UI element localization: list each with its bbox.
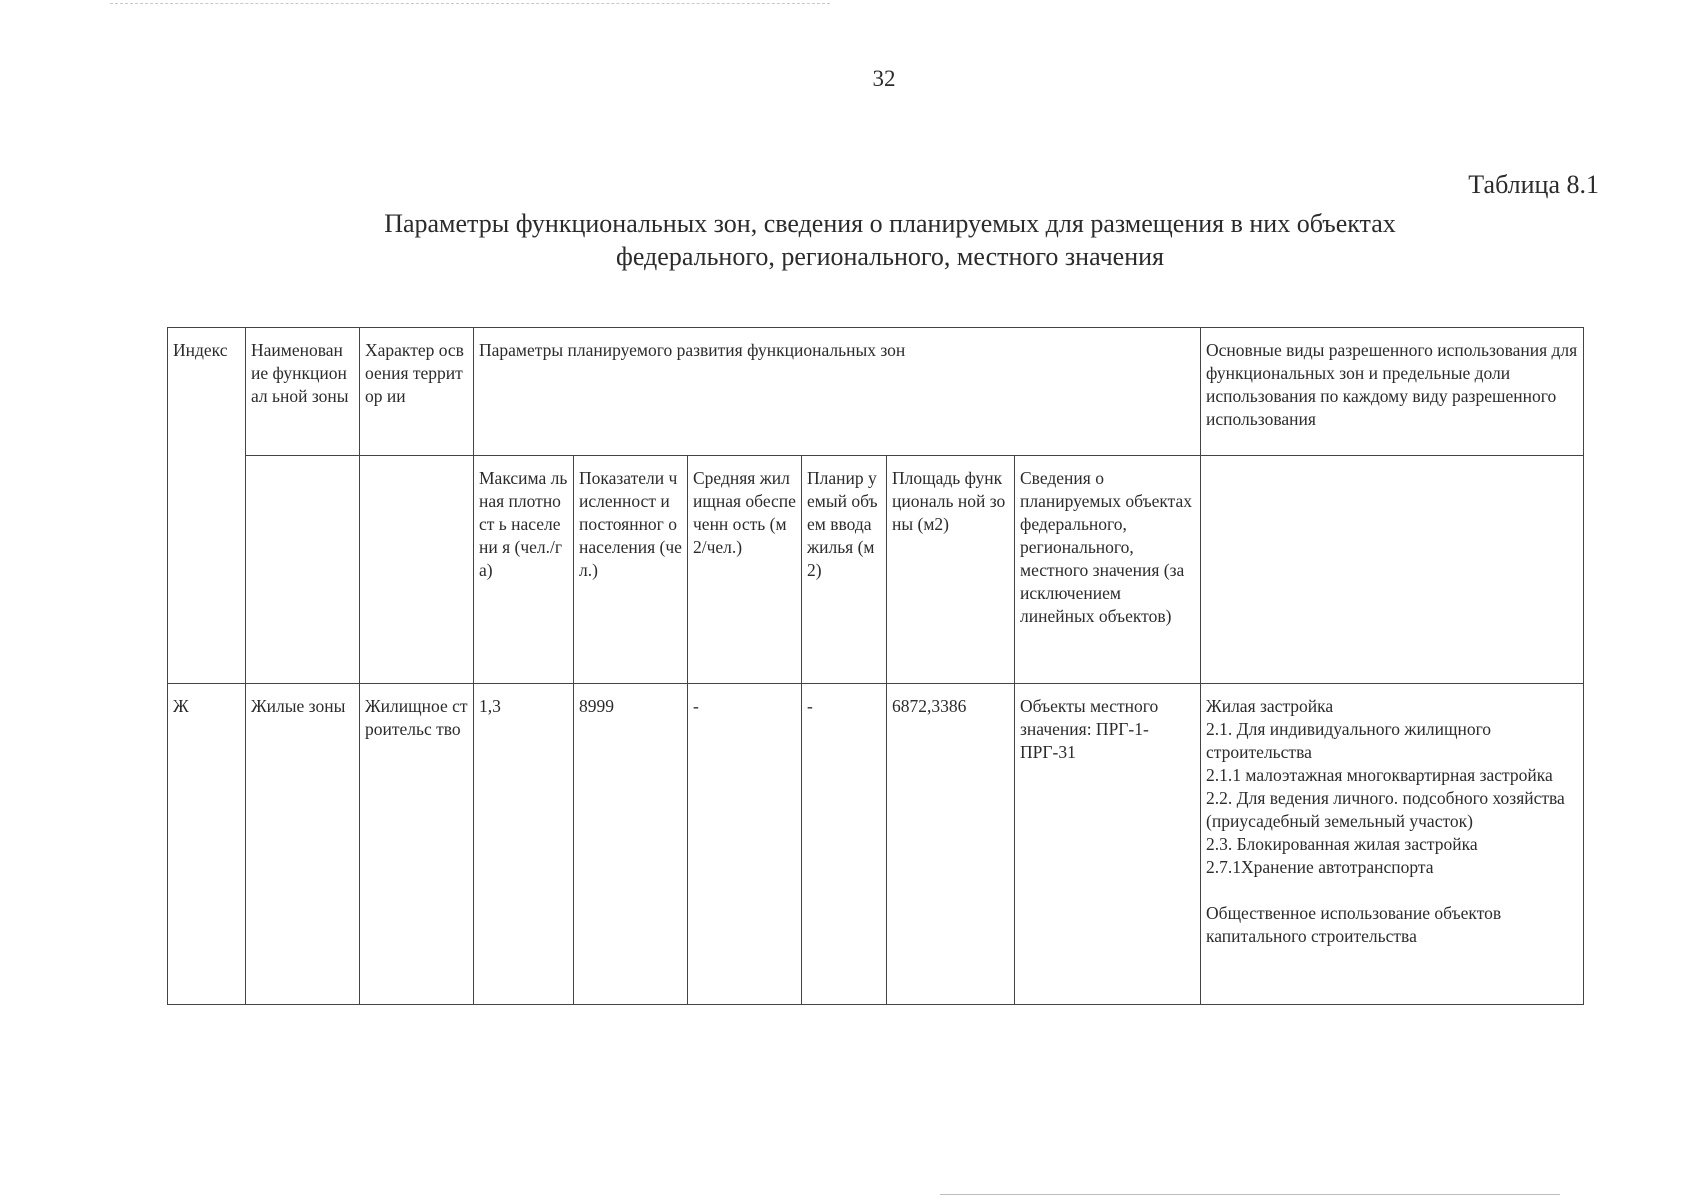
use-item: 2.7.1Хранение автотранспорта <box>1206 857 1434 877</box>
table-row <box>168 684 1584 1005</box>
header-development-type: Характер освоения территор ии <box>360 328 474 456</box>
header-row-2 <box>168 456 1584 684</box>
use-item: 2.2. Для ведения личного. подсобного хозяйства (приусадебный земельный участок) <box>1206 788 1565 831</box>
document-title <box>290 207 1490 273</box>
header-housing-provision: Средняя жилищная обеспеченн ость (м2/чел.) <box>688 456 802 684</box>
use-item: 2.3. Блокированная жилая застройка <box>1206 834 1478 854</box>
header-max-density: Максима льная плотност ь населени я (чел./га) <box>474 456 574 684</box>
scan-artifact-bottom <box>940 1194 1560 1195</box>
header-planned-objects: Сведения о планируемых объектах федерального, регионального, местного значения (за исключением линейных объектов) <box>1015 456 1201 684</box>
header-params-group: Параметры планируемого развития функциональных зон <box>474 328 1201 456</box>
header-empty-cell <box>360 456 474 684</box>
row-zone-area: 6872,3386 <box>887 684 1015 1005</box>
row-planned-objects: Объекты местного значения: ПРГ-1-ПРГ-31 <box>1015 684 1201 1005</box>
page-number: 32 <box>872 66 896 91</box>
header-index: Индекс <box>168 328 246 684</box>
use-item: 2.1. Для индивидуального жилищного строительства <box>1206 719 1492 762</box>
header-row-1 <box>168 328 1584 456</box>
scan-artifact-top <box>110 3 830 4</box>
header-zone-area: Площадь функциональ ной зоны (м2) <box>887 456 1015 684</box>
row-development-type: Жилищное строительс тво <box>360 684 474 1005</box>
row-permitted-uses <box>1201 684 1584 1005</box>
use-item: 2.1.1 малоэтажная многоквартирная застройка <box>1206 765 1553 785</box>
header-empty-cell <box>1201 456 1584 684</box>
title-line-2: федерального, регионального, местного значения <box>616 242 1164 271</box>
use-item: Жилая застройка <box>1206 696 1334 716</box>
use-item: Общественное использование объектов капитального строительства <box>1206 903 1502 946</box>
row-index: Ж <box>168 684 246 1005</box>
row-max-density: 1,3 <box>474 684 574 1005</box>
title-line-1: Параметры функциональных зон, сведения о планируемых для размещения в них объектах <box>384 209 1396 238</box>
header-population: Показатели численност и постоянног о населения (чел.) <box>574 456 688 684</box>
row-housing-provision: - <box>688 684 802 1005</box>
row-population: 8999 <box>574 684 688 1005</box>
header-housing-volume: Планир уемый объем ввода жилья (м2) <box>802 456 887 684</box>
header-empty-cell <box>246 456 360 684</box>
spacer <box>1206 879 1578 902</box>
zones-table <box>167 327 1584 1005</box>
header-permitted-uses: Основные виды разрешенного использования для функциональных зон и предельные доли использования по каждому виду разрешенного использования <box>1201 328 1584 456</box>
row-housing-volume: - <box>802 684 887 1005</box>
row-zone-name: Жилые зоны <box>246 684 360 1005</box>
table-label: Таблица 8.1 <box>1468 170 1599 199</box>
header-zone-name: Наименован ие функционал ьной зоны <box>246 328 360 456</box>
